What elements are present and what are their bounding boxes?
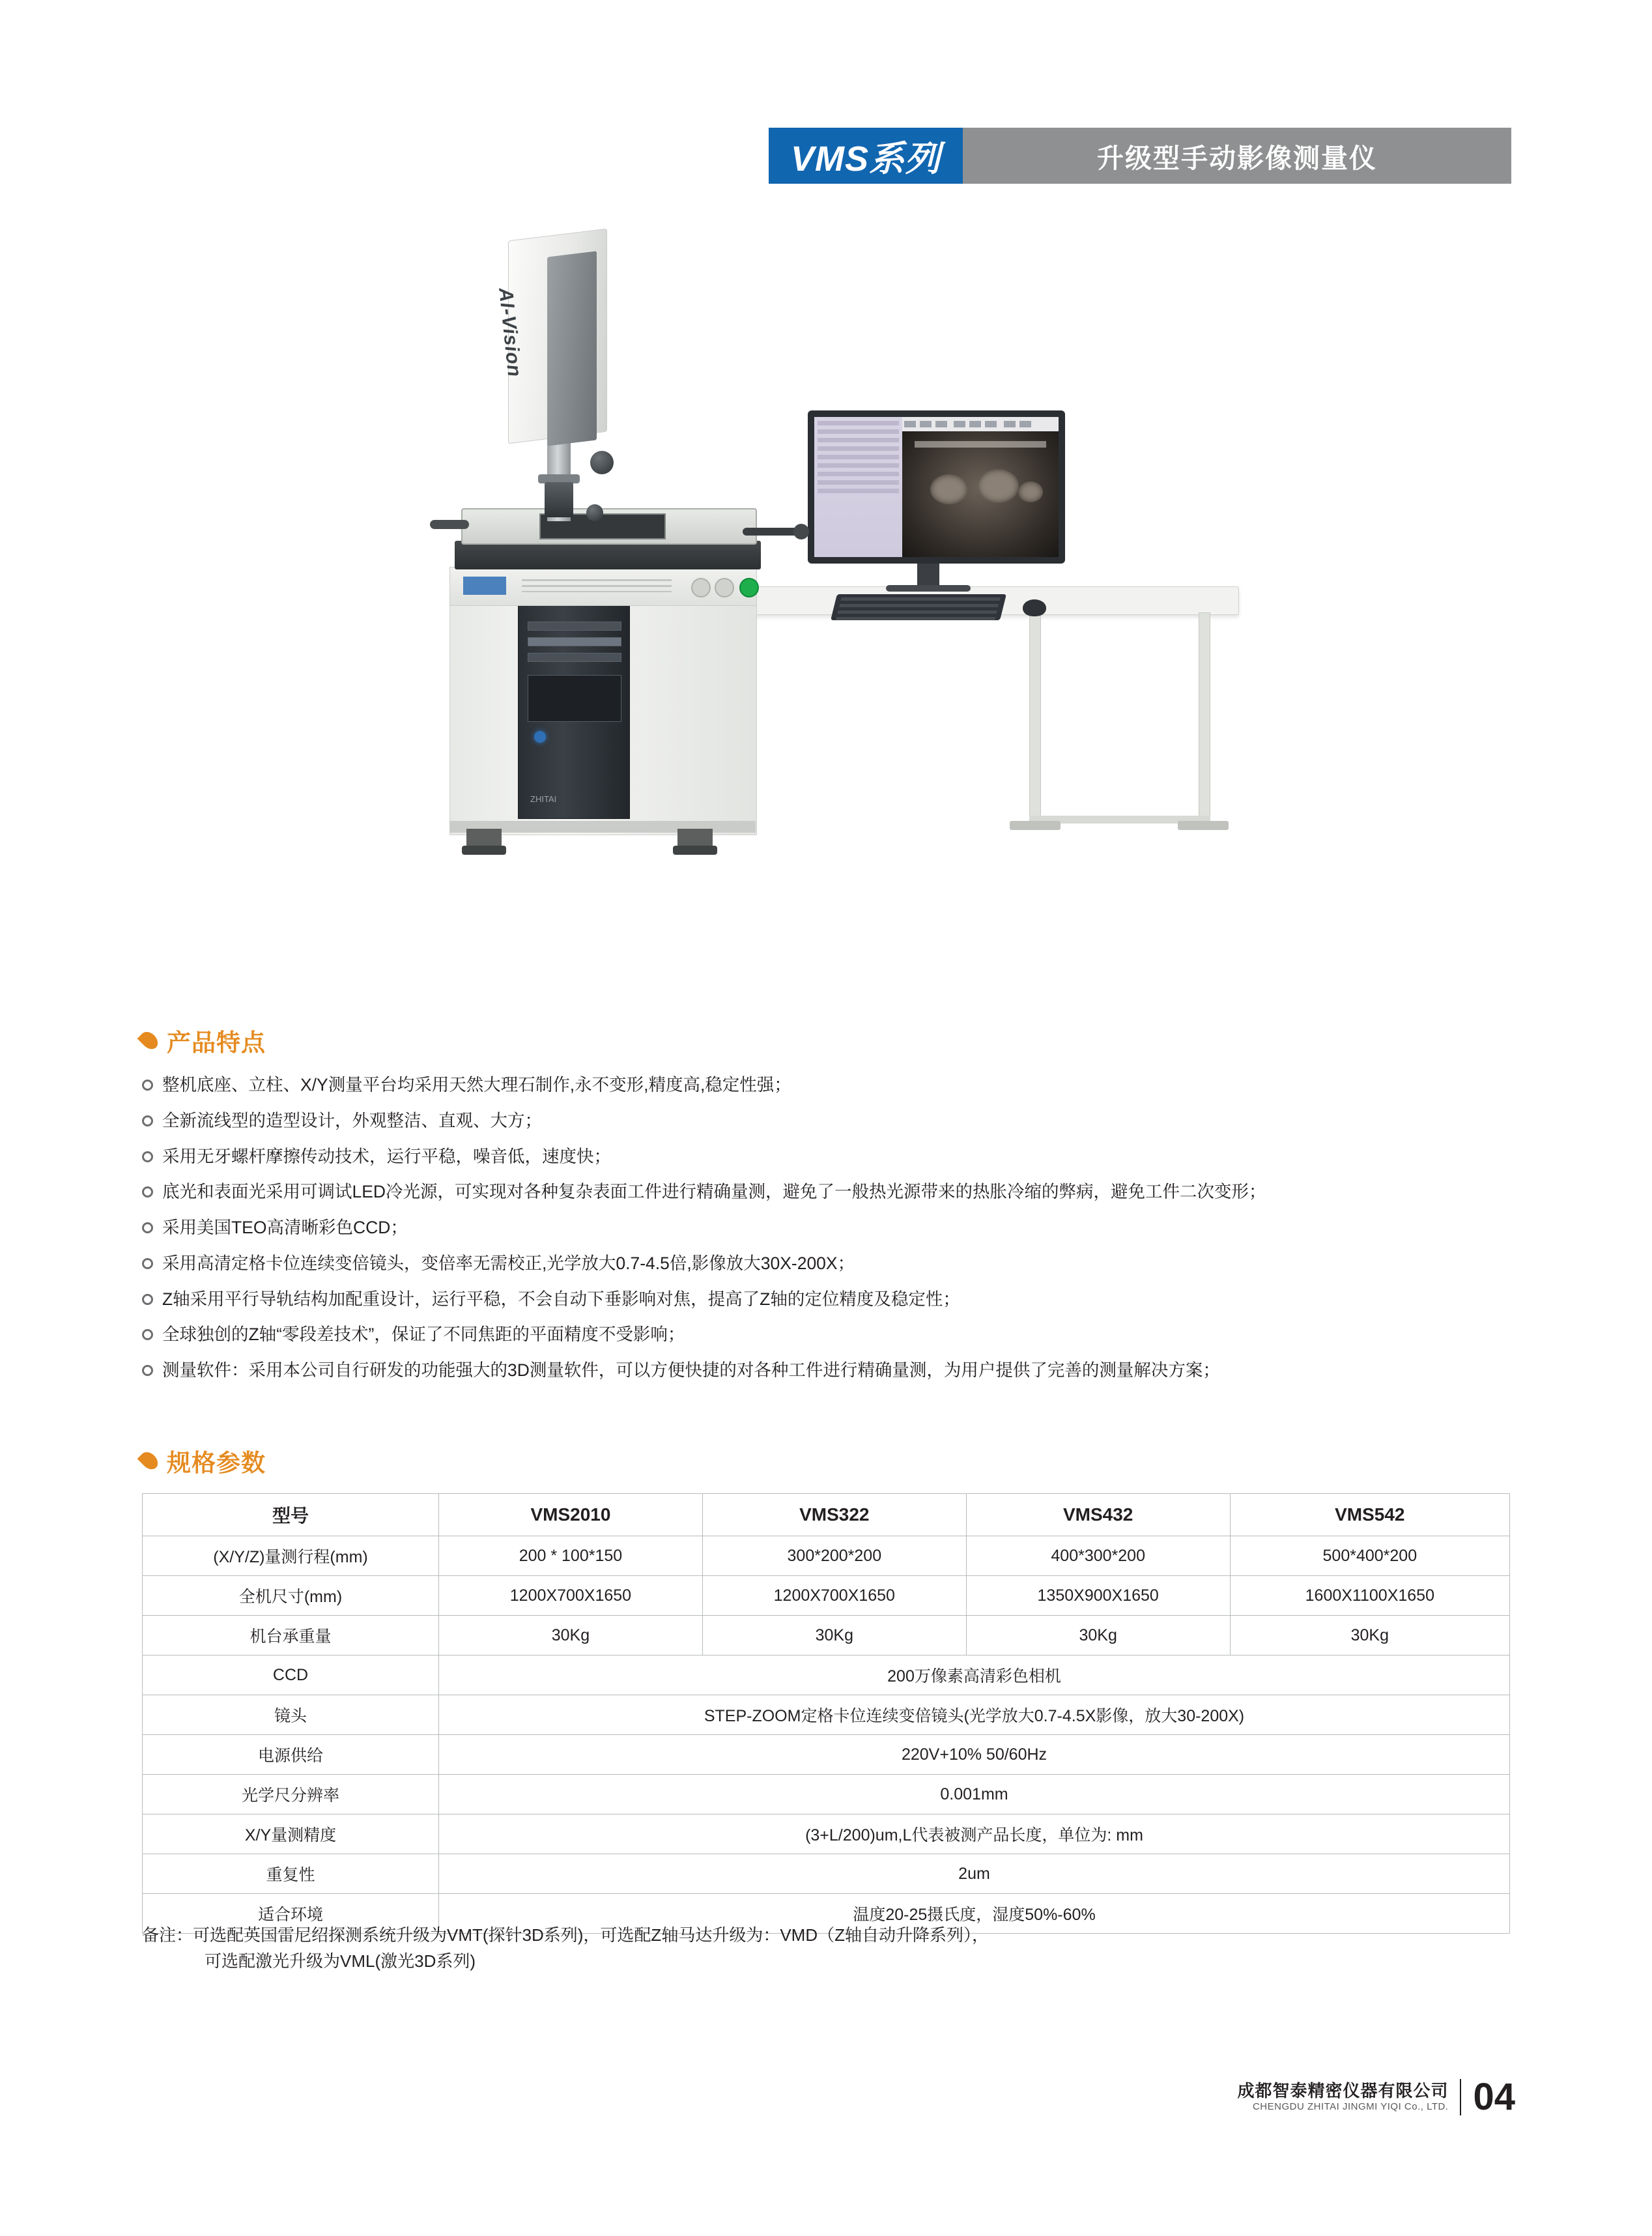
zoom-lens bbox=[545, 482, 573, 517]
feature-text: 全新流线型的造型设计，外观整洁、直观、大方； bbox=[162, 1110, 542, 1130]
power-button bbox=[739, 578, 759, 597]
spec-table-wrapper bbox=[142, 1493, 1510, 1934]
table-cell: 1350X900X1650 bbox=[966, 1576, 1230, 1616]
row-label: 光学尺分辨率 bbox=[143, 1775, 439, 1814]
row-label: 重复性 bbox=[143, 1854, 439, 1894]
bullet-ring-icon bbox=[142, 1115, 153, 1126]
control-panel bbox=[449, 567, 757, 606]
table-cell: 0.001mm bbox=[439, 1775, 1510, 1814]
feature-text: Z轴采用平行导轨结构加配重设计，运行平稳，不会自动下垂影响对焦，提高了Z轴的定位精度及稳定性； bbox=[162, 1289, 960, 1309]
list-item bbox=[142, 1216, 1549, 1240]
header-banner bbox=[769, 128, 1511, 184]
pc-brand-label: ZHITAI bbox=[530, 794, 557, 804]
table-cell: 300*200*200 bbox=[702, 1536, 966, 1576]
software-toolbar bbox=[902, 417, 1059, 432]
list-item bbox=[142, 1145, 1549, 1169]
page-number: 04 bbox=[1473, 2076, 1515, 2118]
table-cell: (3+L/200)um,L代表被测产品长度，单位为: mm bbox=[439, 1814, 1510, 1854]
series-title: VMS系列 bbox=[769, 128, 963, 184]
table-cell: 220V+10% 50/60Hz bbox=[439, 1735, 1510, 1775]
z-fine-knob bbox=[586, 504, 603, 521]
list-item bbox=[142, 1181, 1549, 1204]
table-cell: 200 * 100*150 bbox=[439, 1536, 703, 1576]
granite-base bbox=[455, 541, 761, 569]
drop-icon bbox=[137, 1449, 162, 1473]
list-item bbox=[142, 1288, 1549, 1312]
control-panel-logo bbox=[463, 577, 506, 595]
desk-foot-right bbox=[1178, 821, 1229, 830]
row-label: 适合环境 bbox=[143, 1894, 439, 1934]
row-label: CCD bbox=[143, 1656, 439, 1695]
note-line-1: 备注：可选配英国雷尼绍探测系统升级为VMT(探针3D系列)，可选配Z轴马达升级为：VMD（Z轴自动升降系列）， bbox=[142, 1925, 989, 1945]
list-item bbox=[142, 1074, 1549, 1097]
table-row bbox=[143, 1656, 1510, 1695]
table-row bbox=[143, 1735, 1510, 1775]
table-cell: 400*300*200 bbox=[966, 1536, 1230, 1576]
bullet-ring-icon bbox=[142, 1258, 153, 1269]
row-label: 镜头 bbox=[143, 1695, 439, 1735]
drop-icon bbox=[137, 1029, 162, 1053]
table-cell: STEP-ZOOM定格卡位连续变倍镜头(光学放大0.7-4.5X影像，放大30-200X) bbox=[439, 1695, 1510, 1735]
bullet-ring-icon bbox=[142, 1186, 153, 1197]
keyboard bbox=[831, 594, 1006, 620]
features-list bbox=[142, 1074, 1549, 1395]
table-row bbox=[143, 1536, 1510, 1576]
row-label: 机台承重量 bbox=[143, 1616, 439, 1656]
table-cell: 30Kg bbox=[966, 1616, 1230, 1656]
monitor-screen bbox=[814, 417, 1059, 557]
feature-text: 采用高清定格卡位连续变倍镜头，变倍率无需校正,光学放大0.7-4.5倍,影像放大30X-200X； bbox=[162, 1253, 855, 1273]
list-item bbox=[142, 1359, 1549, 1383]
row-label: 电源供给 bbox=[143, 1735, 439, 1775]
spec-table bbox=[142, 1493, 1510, 1934]
table-cell: 1200X700X1650 bbox=[702, 1576, 966, 1616]
footer-divider bbox=[1460, 2079, 1461, 2115]
desk-leg-right bbox=[1199, 612, 1210, 829]
company-block bbox=[1237, 2080, 1448, 2114]
table-cell: 200万像素高清彩色相机 bbox=[439, 1656, 1510, 1695]
feature-text: 测量软件：采用本公司自行研发的功能强大的3D测量软件，可以方便快捷的对各种工件进行精确量测，为用户提供了完善的测量解决方案； bbox=[162, 1360, 1220, 1381]
page-footer bbox=[1237, 2075, 1515, 2119]
row-label: (X/Y/Z)量测行程(mm) bbox=[143, 1536, 439, 1576]
list-item bbox=[142, 1252, 1549, 1276]
table-header-row bbox=[143, 1494, 1510, 1536]
table-cell: 30Kg bbox=[1230, 1616, 1509, 1656]
cabinet-foot-left bbox=[466, 829, 502, 855]
table-cell: 1200X700X1650 bbox=[439, 1576, 703, 1616]
desk-foot-left bbox=[1010, 821, 1061, 830]
list-item bbox=[142, 1323, 1549, 1347]
camera-side-panel bbox=[547, 251, 597, 446]
column-header: VMS322 bbox=[702, 1494, 966, 1536]
bullet-ring-icon bbox=[142, 1080, 153, 1091]
control-panel-text bbox=[522, 579, 672, 592]
bullet-ring-icon bbox=[142, 1222, 153, 1233]
column-header: 型号 bbox=[143, 1494, 439, 1536]
pc-tower bbox=[518, 603, 630, 819]
column-header: VMS2010 bbox=[439, 1494, 703, 1536]
table-cell: 1600X1100X1650 bbox=[1230, 1576, 1509, 1616]
feature-text: 底光和表面光采用可调试LED冷光源，可实现对各种复杂表面工件进行精确量测，避免了一般热光源带来的热胀冷缩的弊病，避免工件二次变形； bbox=[162, 1182, 1266, 1202]
table-cell: 30Kg bbox=[439, 1616, 703, 1656]
bullet-ring-icon bbox=[142, 1294, 153, 1305]
note-line-2: 可选配激光升级为VML(激光3D系列) bbox=[205, 1951, 476, 1971]
desk-leg-left bbox=[1029, 612, 1041, 829]
monitor-neck bbox=[917, 564, 939, 587]
software-sidebar bbox=[814, 417, 904, 557]
stage-handle-right bbox=[743, 528, 801, 536]
features-title: 产品特点 bbox=[167, 1029, 266, 1056]
monitor bbox=[808, 410, 1065, 564]
z-focus-knob bbox=[590, 451, 614, 474]
monitor-base bbox=[886, 585, 971, 592]
bullet-ring-icon bbox=[142, 1151, 153, 1162]
column-header: VMS432 bbox=[966, 1494, 1230, 1536]
machine-brand-label: AI-Vision bbox=[494, 287, 526, 379]
product-subtitle: 升级型手动影像测量仪 bbox=[963, 128, 1511, 184]
feature-text: 采用美国TEO高清晰彩色CCD； bbox=[162, 1218, 408, 1238]
table-row bbox=[143, 1695, 1510, 1735]
feature-text: 采用无牙螺杆摩擦传动技术，运行平稳，噪音低，速度快； bbox=[162, 1146, 611, 1166]
table-cell: 500*400*200 bbox=[1230, 1536, 1509, 1576]
xy-stage bbox=[461, 508, 757, 545]
list-item bbox=[142, 1110, 1549, 1133]
spec-note bbox=[142, 1922, 989, 1975]
product-photo bbox=[352, 195, 1329, 977]
company-name-cn: 成都智泰精密仪器有限公司 bbox=[1237, 2080, 1449, 2100]
light-knob-1 bbox=[691, 578, 711, 597]
measurement-preview bbox=[902, 431, 1059, 557]
feature-text: 整机底座、立柱、X/Y测量平台均采用天然大理石制作,永不变形,精度高,稳定性强； bbox=[162, 1075, 791, 1095]
cabinet-foot-right bbox=[677, 829, 713, 855]
bullet-ring-icon bbox=[142, 1329, 153, 1340]
bullet-ring-icon bbox=[142, 1365, 153, 1376]
table-row bbox=[143, 1616, 1510, 1656]
feature-text: 全球独创的Z轴“零段差技术”，保证了不同焦距的平面精度不受影响； bbox=[162, 1325, 685, 1345]
row-label: X/Y量测精度 bbox=[143, 1814, 439, 1854]
mouse bbox=[1023, 599, 1046, 616]
light-knob-2 bbox=[715, 578, 734, 597]
table-row bbox=[143, 1814, 1510, 1854]
company-name-en: CHENGDU ZHITAI JINGMI YIQI Co., LTD. bbox=[1252, 2101, 1449, 2113]
spec-title: 规格参数 bbox=[167, 1450, 266, 1476]
column-header: VMS542 bbox=[1230, 1494, 1509, 1536]
features-section-header bbox=[142, 1023, 266, 1058]
row-label: 全机尺寸(mm) bbox=[143, 1576, 439, 1616]
stage-handle-left bbox=[430, 520, 469, 529]
spec-section-header bbox=[142, 1443, 266, 1478]
table-row bbox=[143, 1854, 1510, 1894]
table-row bbox=[143, 1576, 1510, 1616]
table-row bbox=[143, 1775, 1510, 1814]
table-cell: 温度20-25摄氏度，湿度50%-60% bbox=[439, 1894, 1510, 1934]
table-cell: 2um bbox=[439, 1854, 1510, 1894]
table-cell: 30Kg bbox=[702, 1616, 966, 1656]
